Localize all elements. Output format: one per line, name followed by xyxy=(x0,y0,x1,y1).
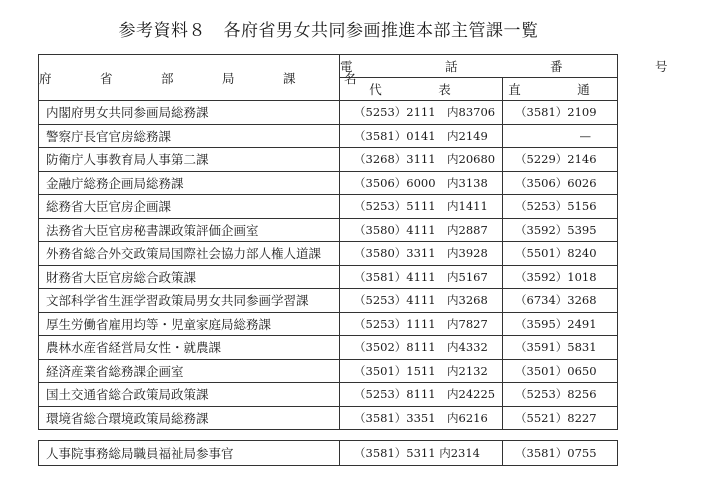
direct-number: （3591）5831 xyxy=(503,336,618,360)
department-name: 防衛庁人事教育局人事第二課 xyxy=(39,148,340,172)
direct-number: （5501）8240 xyxy=(503,242,618,266)
table-row xyxy=(39,406,618,430)
table-row xyxy=(39,441,618,466)
table-row xyxy=(39,289,618,313)
table-row xyxy=(39,359,618,383)
department-name: 国土交通省総合政策局政策課 xyxy=(39,383,340,407)
department-name: 内閣府男女共同参画局総務課 xyxy=(39,101,340,125)
header-phone: 電 話 番 号 xyxy=(340,55,618,78)
representative-number: （3580）3311 内3928 xyxy=(340,242,503,266)
representative-number: （3506）6000 内3138 xyxy=(340,171,503,195)
direct-number: （3595）2491 xyxy=(503,312,618,336)
direct-number: （5253）5156 xyxy=(503,195,618,219)
table-row xyxy=(39,265,618,289)
department-name: 金融庁総務企画局総務課 xyxy=(39,171,340,195)
department-name: 農林水産省経営局女性・就農課 xyxy=(39,336,340,360)
representative-number: （5253）4111 内3268 xyxy=(340,289,503,313)
department-name: 外務省総合外交政策局国際社会協力部人権人道課 xyxy=(39,242,340,266)
direct-number: （5253）8256 xyxy=(503,383,618,407)
direct-number: （5521）8227 xyxy=(503,406,618,430)
table-row xyxy=(39,336,618,360)
direct-number: （3581）0755 xyxy=(503,441,618,466)
contact-table xyxy=(38,54,708,430)
representative-number: （3501）1511 内2132 xyxy=(340,359,503,383)
table-row xyxy=(39,383,618,407)
representative-number: （3581）0141 内2149 xyxy=(340,124,503,148)
header-department: 府 省 部 局 課 名 xyxy=(39,55,340,101)
department-name: 環境省総合環境政策局総務課 xyxy=(39,406,340,430)
department-name: 人事院事務総局職員福祉局参事官 xyxy=(39,441,340,466)
direct-number: （3506）6026 xyxy=(503,171,618,195)
direct-number: （3501）0650 xyxy=(503,359,618,383)
extra-contact-table xyxy=(38,440,618,466)
department-name: 法務省大臣官房秘書課政策評価企画室 xyxy=(39,218,340,242)
table-row xyxy=(39,242,618,266)
representative-number: （5253）2111 内83706 xyxy=(340,101,503,125)
representative-number: （5253）5111 内1411 xyxy=(340,195,503,219)
representative-number: （3581）3351 内6216 xyxy=(340,406,503,430)
table-row xyxy=(39,218,618,242)
representative-number: （3581）4111 内5167 xyxy=(340,265,503,289)
table-row xyxy=(39,101,618,125)
department-name: 経済産業省総務課企画室 xyxy=(39,359,340,383)
representative-number: （3581）5311 内2314 xyxy=(340,441,503,466)
header-direct: 直 通 xyxy=(503,78,618,101)
table-row xyxy=(39,171,618,195)
department-name: 財務省大臣官房総合政策課 xyxy=(39,265,340,289)
page-title: 参考資料８ 各府省男女共同参画推進本部主管課一覧 xyxy=(118,21,539,41)
direct-number: — xyxy=(503,124,618,148)
department-name: 総務省大臣官房企画課 xyxy=(39,195,340,219)
representative-number: （3502）8111 内4332 xyxy=(340,336,503,360)
direct-number: （3581）2109 xyxy=(503,101,618,125)
representative-number: （3580）4111 内2887 xyxy=(340,218,503,242)
table-row xyxy=(39,312,618,336)
department-name: 文部科学省生涯学習政策局男女共同参画学習課 xyxy=(39,289,340,313)
table-row xyxy=(39,124,618,148)
header-representative: 代 表 xyxy=(340,78,503,101)
table-row xyxy=(39,195,618,219)
direct-number: （3592）5395 xyxy=(503,218,618,242)
direct-number: （3592）1018 xyxy=(503,265,618,289)
direct-number: （6734）3268 xyxy=(503,289,618,313)
representative-number: （5253）8111 内24225 xyxy=(340,383,503,407)
direct-number: （5229）2146 xyxy=(503,148,618,172)
representative-number: （3268）3111 内20680 xyxy=(340,148,503,172)
table-row xyxy=(39,148,618,172)
department-name: 警察庁長官官房総務課 xyxy=(39,124,340,148)
department-name: 厚生労働省雇用均等・児童家庭局総務課 xyxy=(39,312,340,336)
representative-number: （5253）1111 内7827 xyxy=(340,312,503,336)
